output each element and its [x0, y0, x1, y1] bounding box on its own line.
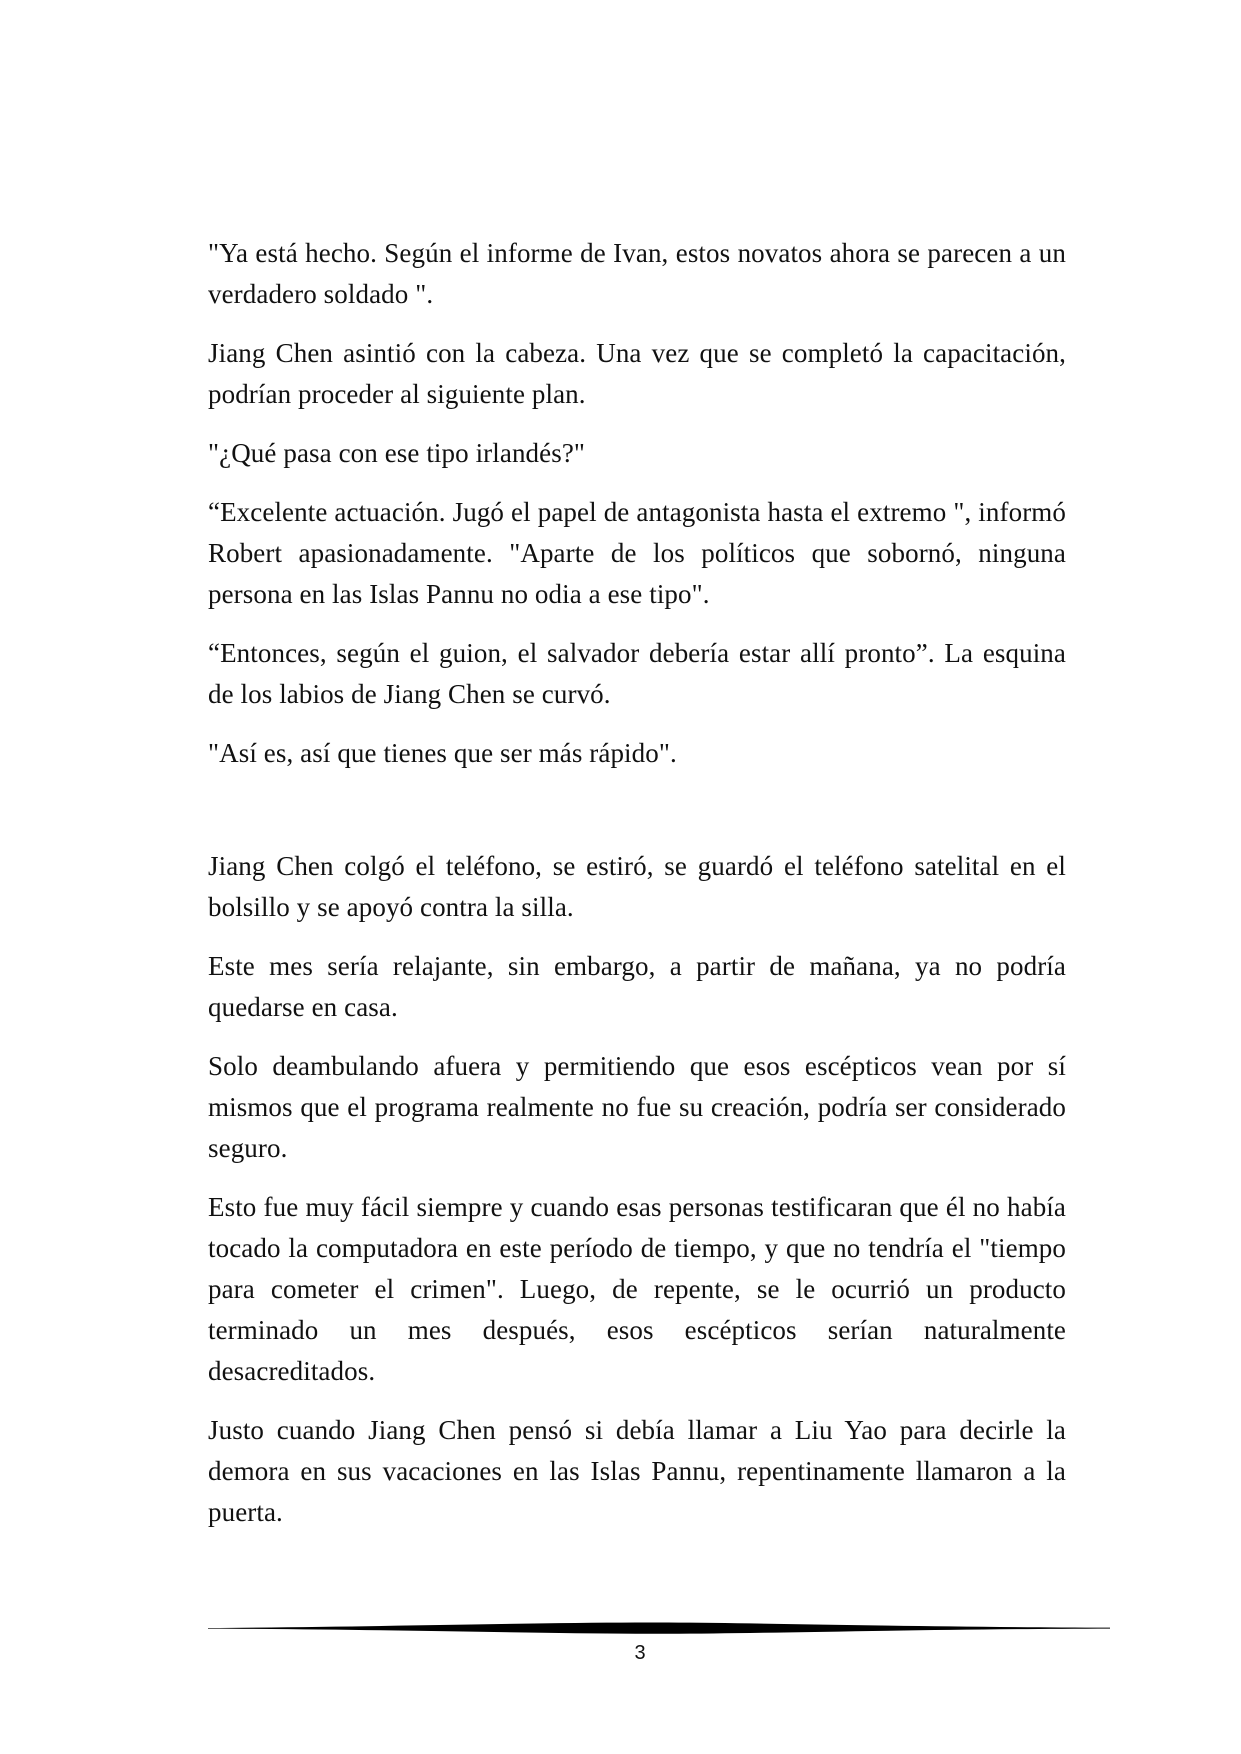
paragraph: Jiang Chen colgó el teléfono, se estiró, se guardó el teléfono satelital en el bolsillo y se apoyó contra la silla. [208, 851, 1066, 922]
footer-divider [208, 1621, 1110, 1635]
paragraph: Justo cuando Jiang Chen pensó si debía llamar a Liu Yao para decirle la demora en sus vacaciones en las Islas Pannu, repentinamente llamaron a la puerta. [208, 1415, 1066, 1527]
paragraph: Esto fue muy fácil siempre y cuando esas personas testificaran que él no había tocado la computadora en este período de tiempo, y que no tendría el "tiempo para cometer el crimen". Luego, de repente, se le ocurrió un producto terminado un mes después, esos escépticos serían naturalmente desacreditados. [208, 1192, 1066, 1386]
paragraph: Este mes sería relajante, sin embargo, a partir de mañana, ya no podría quedarse en casa. [208, 951, 1066, 1022]
paragraph: “Excelente actuación. Jugó el papel de antagonista hasta el extremo ", informó Robert apasionadamente. "Aparte de los políticos que sobornó, ninguna persona en las Islas Pannu no odia a ese tipo". [208, 497, 1066, 609]
paragraph: "Así es, así que tienes que ser más rápido". [208, 738, 677, 768]
paragraph: Jiang Chen asintió con la cabeza. Una vez que se completó la capacitación, podrían proceder al siguiente plan. [208, 338, 1066, 409]
page-body [208, 233, 1066, 1551]
paragraph: "Ya está hecho. Según el informe de Ivan, estos novatos ahora se parecen a un verdadero soldado ". [208, 238, 1066, 309]
paragraph: “Entonces, según el guion, el salvador debería estar allí pronto”. La esquina de los labios de Jiang Chen se curvó. [208, 638, 1066, 709]
paragraph: Solo deambulando afuera y permitiendo que esos escépticos vean por sí mismos que el programa realmente no fue su creación, podría ser considerado seguro. [208, 1051, 1066, 1163]
page-number: 3 [634, 1642, 646, 1664]
paragraph: "¿Qué pasa con ese tipo irlandés?" [208, 438, 586, 468]
